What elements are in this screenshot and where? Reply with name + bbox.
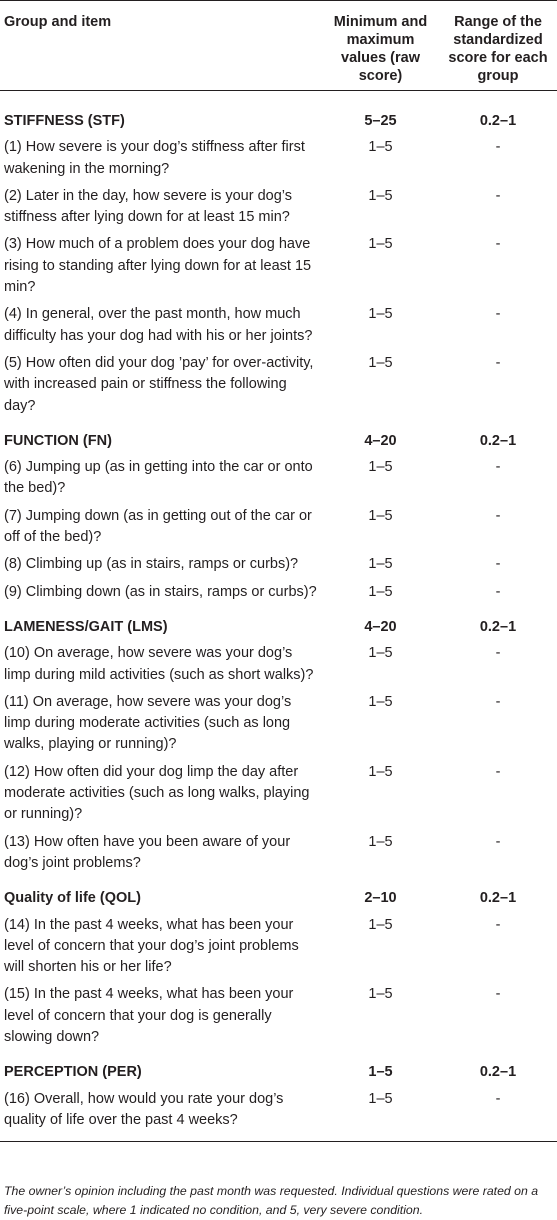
item-question: (10) On average, how severe was your dog’s limp during mild activities (such as short walks)? xyxy=(4,645,314,683)
item-row xyxy=(0,578,557,605)
raw-score-range: 1–5 xyxy=(368,556,393,573)
item-question: (16) Overall, how would you rate your dog’s quality of life over the past 4 weeks? xyxy=(0,1085,322,1142)
item-question: (1) How severe is your dog’s stiffness after first wakening in the morning? xyxy=(4,139,305,177)
standardized-score-range: - xyxy=(495,507,501,524)
item-question: (7) Jumping down (as in getting out of the car or off of the bed)? xyxy=(4,507,312,546)
standardized-score-range: 0.2–1 xyxy=(479,1064,517,1081)
raw-score-range: 4–20 xyxy=(364,432,397,449)
standardized-score-range: - xyxy=(495,763,501,780)
raw-score-range: 5–25 xyxy=(364,113,397,129)
group-name: FUNCTION (FN) xyxy=(4,432,112,449)
item-row xyxy=(0,230,557,300)
item-row xyxy=(0,980,557,1050)
header-row xyxy=(0,1,557,91)
standardized-score-range: - xyxy=(495,139,501,156)
raw-score-range: 1–5 xyxy=(368,763,393,780)
item-question: (3) How much of a problem does your dog have rising to standing after lying down for at least 15 min? xyxy=(4,236,312,296)
raw-score-range: 1–5 xyxy=(322,1085,439,1142)
header-group-and-item: Group and item xyxy=(0,1,322,91)
item-row xyxy=(0,828,557,877)
header-min-max-values: Minimum and maximum values (raw score) xyxy=(322,1,439,91)
standardized-score-range: - xyxy=(495,236,501,253)
item-question: (11) On average, how severe was your dog’s limp during moderate activities (such as long walks, playing or running)? xyxy=(4,693,292,753)
raw-score-range: 1–5 xyxy=(368,187,393,204)
raw-score-range: 1–5 xyxy=(368,1064,393,1081)
standardized-score-range: 0.2–1 xyxy=(479,432,517,449)
item-row xyxy=(0,300,557,349)
raw-score-range: 1–5 xyxy=(368,986,393,1003)
item-question: (12) How often did your dog limp the day after moderate activities (such as long walks, playing or running)? xyxy=(4,763,310,823)
item-question: (4) In general, over the past month, how much difficulty has your dog had with his or her joints? xyxy=(4,306,313,344)
group-name: STIFFNESS (STF) xyxy=(4,113,125,129)
standardized-score-range: - xyxy=(495,354,501,371)
item-question: (15) In the past 4 weeks, what has been your level of concern that your dog is generally slowing down? xyxy=(4,986,294,1045)
raw-score-range: 4–20 xyxy=(364,618,397,635)
item-row xyxy=(0,1085,557,1142)
standardized-score-range: - xyxy=(495,556,501,573)
raw-score-range: 1–5 xyxy=(368,833,393,850)
item-row xyxy=(0,453,557,502)
raw-score-range: 1–5 xyxy=(368,583,393,600)
table-body xyxy=(0,91,557,1142)
raw-score-range: 1–5 xyxy=(368,306,393,323)
standardized-score-range: - xyxy=(495,693,501,710)
item-row xyxy=(0,133,557,182)
standardized-score-range: - xyxy=(495,583,501,600)
item-question: (13) How often have you been aware of your dog’s joint problems? xyxy=(4,833,291,871)
item-row xyxy=(0,349,557,419)
item-row xyxy=(0,758,557,828)
item-question: (6) Jumping up (as in getting into the car or onto the bed)? xyxy=(4,459,313,497)
item-question: (8) Climbing up (as in stairs, ramps or curbs)? xyxy=(4,556,299,573)
item-question: (14) In the past 4 weeks, what has been your level of concern that your dog’s joint problems will shorten his or her life? xyxy=(4,916,299,976)
group-row xyxy=(0,1050,557,1084)
group-name: PERCEPTION (PER) xyxy=(4,1064,142,1081)
header-standardized-range: Range of the standardized score for each group xyxy=(439,1,557,91)
group-row xyxy=(0,419,557,453)
standardized-score-range: - xyxy=(439,1085,557,1142)
raw-score-range: 1–5 xyxy=(368,916,393,933)
raw-score-range: 1–5 xyxy=(368,507,393,524)
item-row xyxy=(0,639,557,688)
group-row xyxy=(0,605,557,639)
standardized-score-range: - xyxy=(495,306,501,323)
item-row xyxy=(0,550,557,577)
standardized-score-range: 0.2–1 xyxy=(479,890,517,907)
group-name: LAMENESS/GAIT (LMS) xyxy=(4,618,168,635)
raw-score-range: 2–10 xyxy=(364,890,397,907)
item-row xyxy=(0,688,557,758)
raw-score-range: 1–5 xyxy=(368,236,393,253)
table-header xyxy=(0,1,557,91)
item-row xyxy=(0,911,557,981)
standardized-score-range: - xyxy=(495,459,501,476)
raw-score-range: 1–5 xyxy=(368,354,393,371)
standardized-score-range: - xyxy=(495,833,501,850)
item-question: (9) Climbing down (as in stairs, ramps or curbs)? xyxy=(4,583,317,600)
standardized-score-range: 0.2–1 xyxy=(479,113,517,129)
group-row xyxy=(0,91,557,134)
raw-score-range: 1–5 xyxy=(368,645,393,662)
standardized-score-range: - xyxy=(495,187,501,204)
item-row xyxy=(0,182,557,231)
group-row xyxy=(0,876,557,910)
table-footnote: The owner’s opinion including the past month was requested. Individual questions were rated on a five-point scale, where 1 indicated no condition, and 5, very severe condition. xyxy=(4,1184,539,1217)
standardized-score-range: - xyxy=(495,645,501,662)
standardized-score-range: - xyxy=(495,916,501,933)
item-row xyxy=(0,502,557,551)
item-question: (5) How often did your dog ’pay’ for over-activity, with increased pain or stiffness the following day? xyxy=(4,354,314,414)
raw-score-range: 1–5 xyxy=(368,693,393,710)
group-name: Quality of life (QOL) xyxy=(4,890,141,907)
standardized-score-range: 0.2–1 xyxy=(479,618,517,635)
item-question: (2) Later in the day, how severe is your dog’s stiffness after lying down for at least 15 min? xyxy=(4,187,293,226)
raw-score-range: 1–5 xyxy=(368,459,393,476)
raw-score-range: 1–5 xyxy=(368,139,393,156)
standardized-score-range: - xyxy=(495,986,501,1003)
